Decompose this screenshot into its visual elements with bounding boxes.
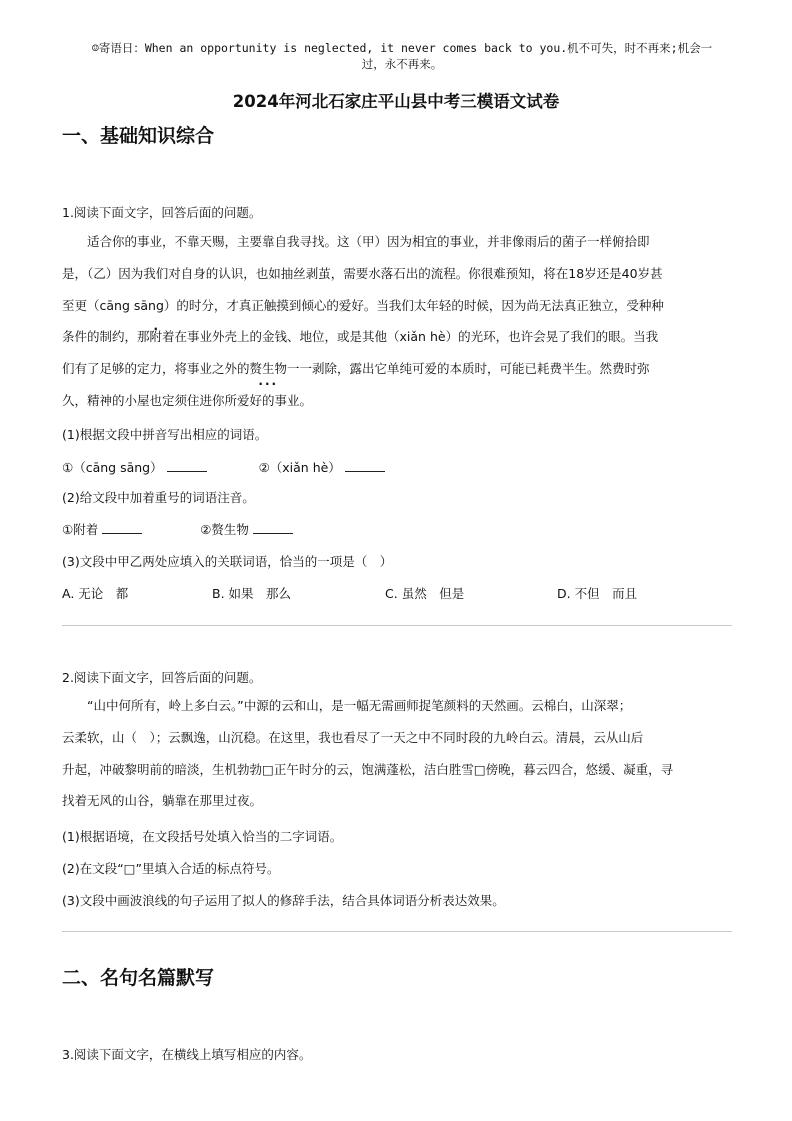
- option-label: C.: [385, 586, 398, 601]
- passage-line: 着在事业外壳上的金钱、地位，或是其他（xiǎn hè）的光环，也许会晃了我们的眼。当我: [162, 329, 659, 345]
- option-text: 虽然 但是: [401, 586, 465, 601]
- q1-sub1-b-label: ②（xiǎn hè）: [258, 460, 341, 475]
- passage-line: 找着无风的山谷，躺靠在那里过夜。: [62, 793, 263, 809]
- q1-sub1-a-label: ①（cāng sāng）: [62, 460, 163, 475]
- option-label: A.: [62, 586, 75, 601]
- section-heading-1: 一、基础知识综合: [62, 125, 215, 147]
- divider: [62, 625, 732, 626]
- passage-line: 至更（cāng sāng）的时分，才真正触摸到倾心的爱好。当我们太年轻的时候，因为尚无法真正独立，受种种: [62, 297, 664, 313]
- q1-sub3: (3)文段中甲乙两处应填入的关联词语，恰当的一项是（ ）: [62, 554, 393, 569]
- q2-sub2: (2)在文段“□”里填入合适的标点符号。: [62, 861, 280, 876]
- question-2-intro: 2.阅读下面文字，回答后面的问题。: [62, 670, 262, 685]
- option-a[interactable]: [62, 584, 128, 602]
- passage-line: “山中何所有，岭上多白云。”中源的云和山，是一幅无需画师捉笔颜料的天然画。云棉白，山深翠；: [87, 698, 632, 713]
- passage-line: 升起，冲破黎明前的暗淡，生机勃勃: [62, 761, 263, 777]
- option-d[interactable]: [557, 584, 637, 602]
- emphasized-word-fuzhuo: 附: [149, 329, 163, 345]
- option-text: 不但 而且: [574, 586, 638, 601]
- section-heading-2: 二、名句名篇默写: [62, 967, 215, 989]
- question-2-passage: [62, 690, 734, 817]
- q1-sub1-items: [62, 458, 385, 476]
- passage-line: 是，（乙）因为我们对自身的认识，也如抽丝剥茧，需要水落石出的流程。你很难预知，将在18岁还是40岁甚: [62, 265, 663, 281]
- q1-sub2-b-label: ②赘生物: [200, 522, 249, 537]
- document-title: 2024年河北石家庄平山县中考三模语文试卷: [232, 92, 560, 111]
- question-1-intro: 1.阅读下面文字，回答后面的问题。: [62, 205, 262, 220]
- q1-sub2: (2)给文段中加着重号的词语注音。: [62, 490, 255, 505]
- punctuation-box: □: [473, 761, 486, 777]
- question-3-intro: 3.阅读下面文字，在横线上填写相应的内容。: [62, 1047, 312, 1062]
- q1-sub2-a-label: ①附着: [62, 522, 99, 537]
- option-label: D.: [557, 586, 571, 601]
- punctuation-box: □: [262, 761, 274, 777]
- passage-line: 适合你的事业，不靠天赐，主要靠自我寻找。这（甲）因为相宜的事业，并非像雨后的菌子一样俯拾即: [87, 234, 650, 249]
- q1-sub2-items: [62, 520, 293, 538]
- option-text: 无论 都: [78, 586, 129, 601]
- q2-sub3: (3)文段中画波浪线的句子运用了拟人的修辞手法，结合具体词语分析表达效果。: [62, 893, 505, 908]
- option-c[interactable]: [385, 584, 464, 602]
- passage-line: 一一剥除，露出它单纯可爱的本质时，可能已耗费半生。然费时弥: [287, 361, 650, 377]
- option-b[interactable]: [212, 584, 291, 602]
- q1-sub1: (1)根据文段中拼音写出相应的词语。: [62, 427, 268, 442]
- divider: [62, 931, 732, 932]
- passage-line: 云柔软，山（ ）；云飘逸，山沉稳。在这里，我也看尽了一天之中不同时段的九岭白云。清晨，云从山后: [62, 729, 644, 745]
- answer-blank[interactable]: [253, 523, 293, 534]
- motto-line-2: 过，永不再来。: [361, 57, 443, 71]
- passage-line: 傍晚，暮云四合，悠缓、凝重，寻: [485, 761, 674, 777]
- motto-line-1: ☺寄语日：When an opportunity is neglected, it never comes back to you.机不可失，时不再来;机会一: [91, 41, 713, 55]
- option-text: 如果 那么: [228, 586, 292, 601]
- q2-sub1: (1)根据语境，在文段括号处填入恰当的二字词语。: [62, 829, 343, 844]
- answer-blank[interactable]: [345, 461, 385, 472]
- answer-blank[interactable]: [102, 523, 142, 534]
- passage-line: 久，精神的小屋也定须住进你所爱好的事业。: [62, 392, 313, 408]
- passage-line: 正午时分的云，饱满蓬松，洁白胜雪: [273, 761, 474, 777]
- motto: [40, 40, 764, 72]
- option-label: B.: [212, 586, 225, 601]
- question-1-passage: [62, 226, 734, 417]
- passage-line: 们有了足够的定力，将事业之外的: [62, 361, 250, 377]
- passage-line: 条件的制约，那: [62, 329, 150, 345]
- emphasized-word-zhuishengwu: 赘生物 ···: [250, 361, 288, 376]
- answer-blank[interactable]: [167, 461, 207, 472]
